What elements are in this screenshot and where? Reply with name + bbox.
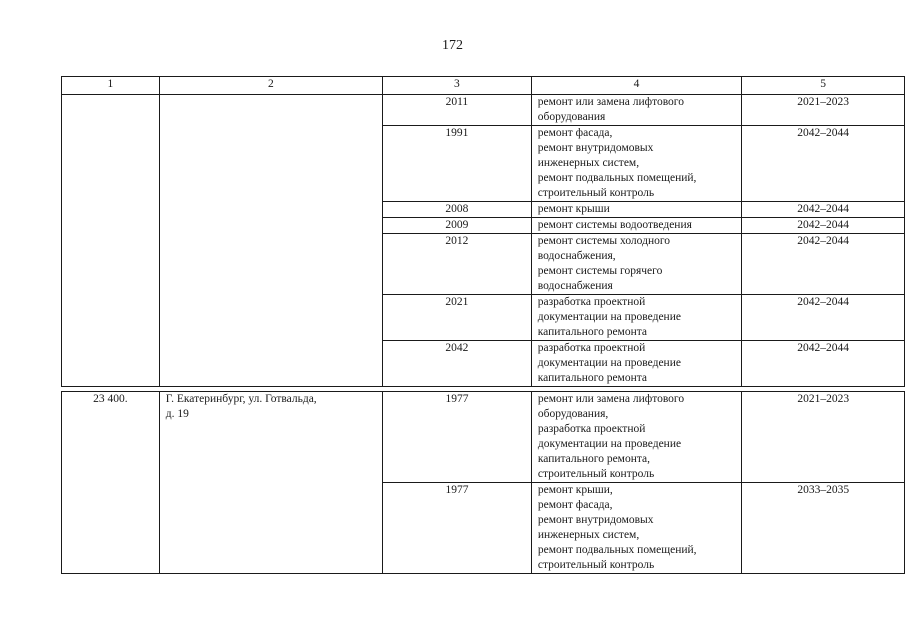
year-cell: 1977: [383, 483, 532, 574]
period-cell: 2042–2044: [742, 218, 905, 234]
year-cell: 2009: [383, 218, 532, 234]
header-col-5: 5: [742, 77, 905, 95]
address-cell: Г. Екатеринбург, ул. Готвальда, д. 19: [159, 392, 382, 574]
work-cell: ремонт крыши: [531, 202, 742, 218]
year-cell: 1977: [383, 392, 532, 483]
year-cell: 2008: [383, 202, 532, 218]
works-table-record: [61, 391, 905, 574]
period-cell: 2021–2023: [742, 392, 905, 483]
works-table-continuation: [61, 76, 905, 387]
row-number-cell: [62, 95, 160, 387]
table-header-row: [62, 77, 905, 95]
period-cell: 2042–2044: [742, 341, 905, 387]
header-col-2: 2: [159, 77, 382, 95]
year-cell: 1991: [383, 126, 532, 202]
work-cell: разработка проектной документации на проведение капитального ремонта: [531, 341, 742, 387]
work-cell: ремонт фасада, ремонт внутридомовых инженерных систем, ремонт подвальных помещений, строительный контроль: [531, 126, 742, 202]
period-cell: 2021–2023: [742, 95, 905, 126]
header-col-1: 1: [62, 77, 160, 95]
work-cell: ремонт или замена лифтового оборудования, разработка проектной документации на проведение капитального ремонта, строительный контроль: [531, 392, 742, 483]
address-cell: [159, 95, 382, 387]
period-cell: 2042–2044: [742, 126, 905, 202]
work-cell: ремонт системы водоотведения: [531, 218, 742, 234]
work-cell: ремонт или замена лифтового оборудования: [531, 95, 742, 126]
year-cell: 2021: [383, 295, 532, 341]
header-col-3: 3: [383, 77, 532, 95]
period-cell: 2033–2035: [742, 483, 905, 574]
work-cell: ремонт системы холодного водоснабжения, ремонт системы горячего водоснабжения: [531, 234, 742, 295]
table-row: [62, 95, 905, 126]
work-cell: разработка проектной документации на проведение капитального ремонта: [531, 295, 742, 341]
work-cell: ремонт крыши, ремонт фасада, ремонт внутридомовых инженерных систем, ремонт подвальных помещений, строительный контроль: [531, 483, 742, 574]
header-col-4: 4: [531, 77, 742, 95]
row-number-cell: 23 400.: [62, 392, 160, 574]
year-cell: 2042: [383, 341, 532, 387]
period-cell: 2042–2044: [742, 295, 905, 341]
table-row: [62, 392, 905, 483]
page-number: 172: [442, 38, 463, 53]
year-cell: 2012: [383, 234, 532, 295]
period-cell: 2042–2044: [742, 202, 905, 218]
year-cell: 2011: [383, 95, 532, 126]
period-cell: 2042–2044: [742, 234, 905, 295]
